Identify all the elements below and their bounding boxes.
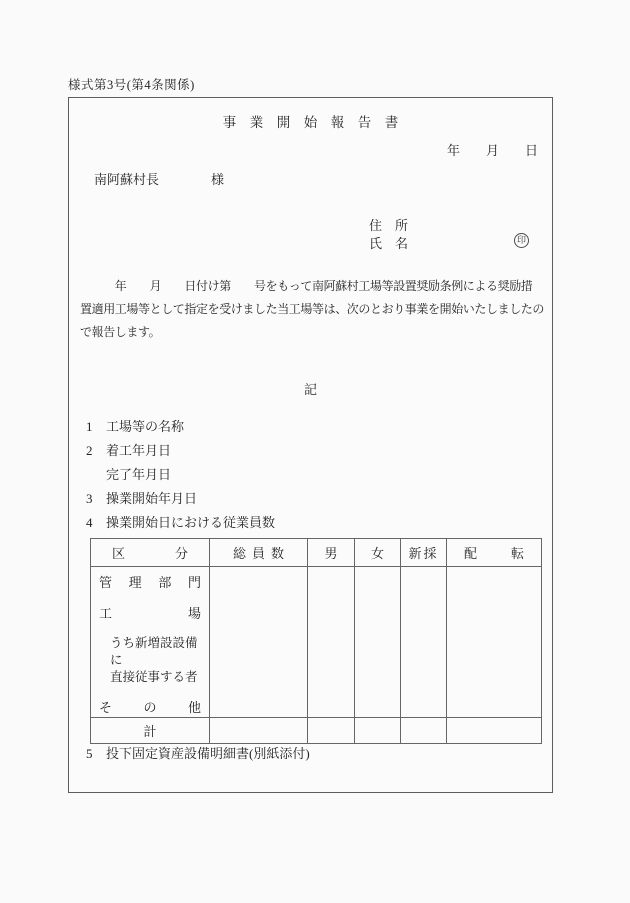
- table-cell-empty: [210, 718, 308, 744]
- item-label: 完了年月日: [106, 467, 172, 482]
- item-label: 着工年月日: [106, 443, 172, 458]
- table-cell-empty: [308, 718, 355, 744]
- list-item: [86, 511, 541, 535]
- name-label: 氏 名: [369, 236, 409, 251]
- list-item: [86, 439, 541, 463]
- list-item: [86, 487, 541, 511]
- total-label-cell: 計: [91, 718, 210, 744]
- table-total-row: [91, 718, 542, 744]
- date-blank-line: 年 月 日: [446, 143, 538, 158]
- list-item: [86, 415, 541, 439]
- item-number: 2: [86, 443, 93, 458]
- header-transfer: 配 転: [447, 539, 542, 567]
- row-label-management: 管 理 部 門: [99, 575, 201, 590]
- item-number: 1: [86, 419, 93, 434]
- header-new-hire: 新採: [401, 539, 447, 567]
- numbered-items: [86, 415, 541, 535]
- address-label: 住 所: [369, 218, 409, 233]
- item-number: 4: [86, 515, 93, 530]
- header-male: 男: [308, 539, 355, 567]
- list-item: [86, 743, 310, 762]
- table-body-row: [91, 567, 542, 718]
- table-cell-empty: [401, 567, 447, 718]
- table-cell-empty: [308, 567, 355, 718]
- record-heading: 記: [303, 382, 317, 397]
- row-label-factory: 工 場: [99, 606, 201, 621]
- body-paragraph: [80, 275, 545, 344]
- table-header-row: [91, 539, 542, 567]
- employee-count-table: [90, 538, 542, 744]
- form-number-label: 様式第3号(第4条関係): [68, 78, 195, 92]
- row-label-other: そ の 他: [99, 700, 201, 715]
- header-category: 区 分: [91, 539, 210, 567]
- item-label: 工場等の名称: [106, 419, 185, 434]
- item-label: 投下固定資産設備明細書(別紙添付): [106, 746, 310, 761]
- header-total-staff: 総 員 数: [210, 539, 308, 567]
- table-cell-empty: [355, 567, 401, 718]
- table-cell-empty: [401, 718, 447, 744]
- body-line: 年 月 日付け第 号をもって南阿蘇村工場等設置奨励条例による奨励措: [80, 279, 533, 293]
- table-cell-empty: [355, 718, 401, 744]
- item-number: 3: [86, 491, 93, 506]
- header-female: 女: [355, 539, 401, 567]
- body-line: 置適用工場等として指定を受けました当工場等は、次のとおり事業を開始いたしましたの: [80, 302, 545, 316]
- table-cell-empty: [447, 567, 542, 718]
- row-labels-cell: [91, 567, 210, 718]
- report-title: 事 業 開 始 報 告 書: [222, 115, 399, 130]
- addressee-line: 南阿蘇村長 様: [94, 172, 225, 187]
- seal-mark: 印: [514, 233, 529, 248]
- body-line: で報告します。: [80, 325, 161, 339]
- row-label-new-equipment-workers: うち新増設設備に 直接従事する者: [110, 636, 198, 684]
- item-label: 操業開始年月日: [106, 491, 198, 506]
- item-label: 操業開始日における従業員数: [106, 515, 276, 530]
- signer-block: [369, 217, 408, 253]
- item-number: 5: [86, 746, 93, 761]
- report-form-border: [68, 97, 553, 793]
- table-cell-empty: [210, 567, 308, 718]
- table-cell-empty: [447, 718, 542, 744]
- list-item: [86, 463, 541, 487]
